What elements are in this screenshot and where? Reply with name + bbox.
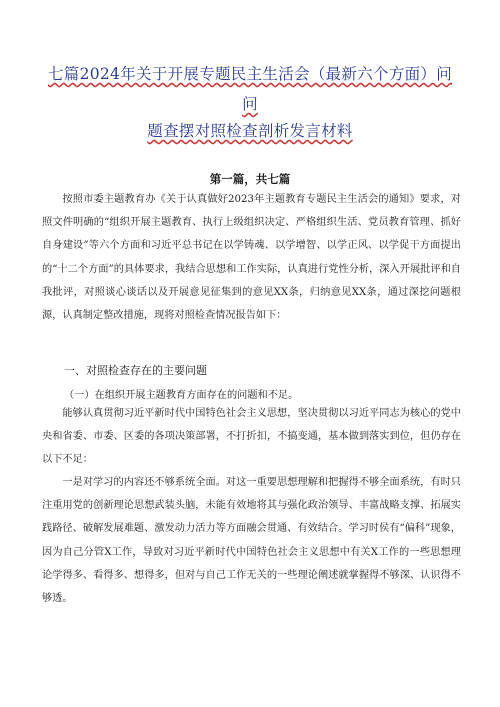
document-title-line-1: 七篇2024年关于开展专题民主生活会（最新六个方面）问 bbox=[47, 65, 453, 83]
document-title-line-2-start: 问 bbox=[242, 95, 258, 113]
paragraph-main-statement: 能够认真贯彻习近平新时代中国特色社会主义思想，坚决贯彻以习近平同志为核心的党中央和省委、市委、区委的各项决策部署，不打折扣，不搞变通，基本做到落实到位，但仍存在以下不足： bbox=[42, 408, 461, 466]
document-title-line-2: 题查摆对照检查剖析发言材料 bbox=[147, 122, 353, 140]
section-heading: 一、对照检查存在的主要问题 bbox=[64, 364, 207, 377]
subsection-heading: （一）在组织开展主题教育方面存在的问题和不足。 bbox=[64, 390, 299, 401]
part-heading: 第一篇，共七篇 bbox=[209, 172, 291, 186]
paragraph-problem-one: 一是对学习的内容还不够系统全面。对这一重要思想理解和把握得不够全面系统，有时只注重用党的创新理论思想武装头脑，未能有效地将其与强化政治领导、丰富战略支撑、拓展实践路径、破解发展难题、激发动力活力等方面融会贯通、有效结合。学习时侯有“偏科”现象，因为自己分管X工作，导致对习近平新时代中国特色社会主义思想中有关X工作的一些思想理论学得多、看得多、想得多，但对与自己工作无关的一些理论阐述就掌握得不够深、认识得不够透。 bbox=[42, 477, 461, 605]
intro-paragraph: 按照市委主题教育办《关于认真做好2023年主题教育专题民主生活会的通知》要求，对照文件明确的“组织开展主题教育、执行上级组织决定、严格组织生活、党员教育管理、抓好自身建设”等六个方面和习近平总书记在以学铸魂、以学增智、以学正风、以学促干方面提出的“十二个方面”的具体要求，我结合思想和工作实际，认真进行党性分析，深入开展批评和自我批评，对照谈心谈话以及开展意见征集到的意见XX条，归纳意见XX条，通过深挖问题根源，认真制定整改措施，现将对照检查情况报告如下： bbox=[42, 194, 461, 322]
